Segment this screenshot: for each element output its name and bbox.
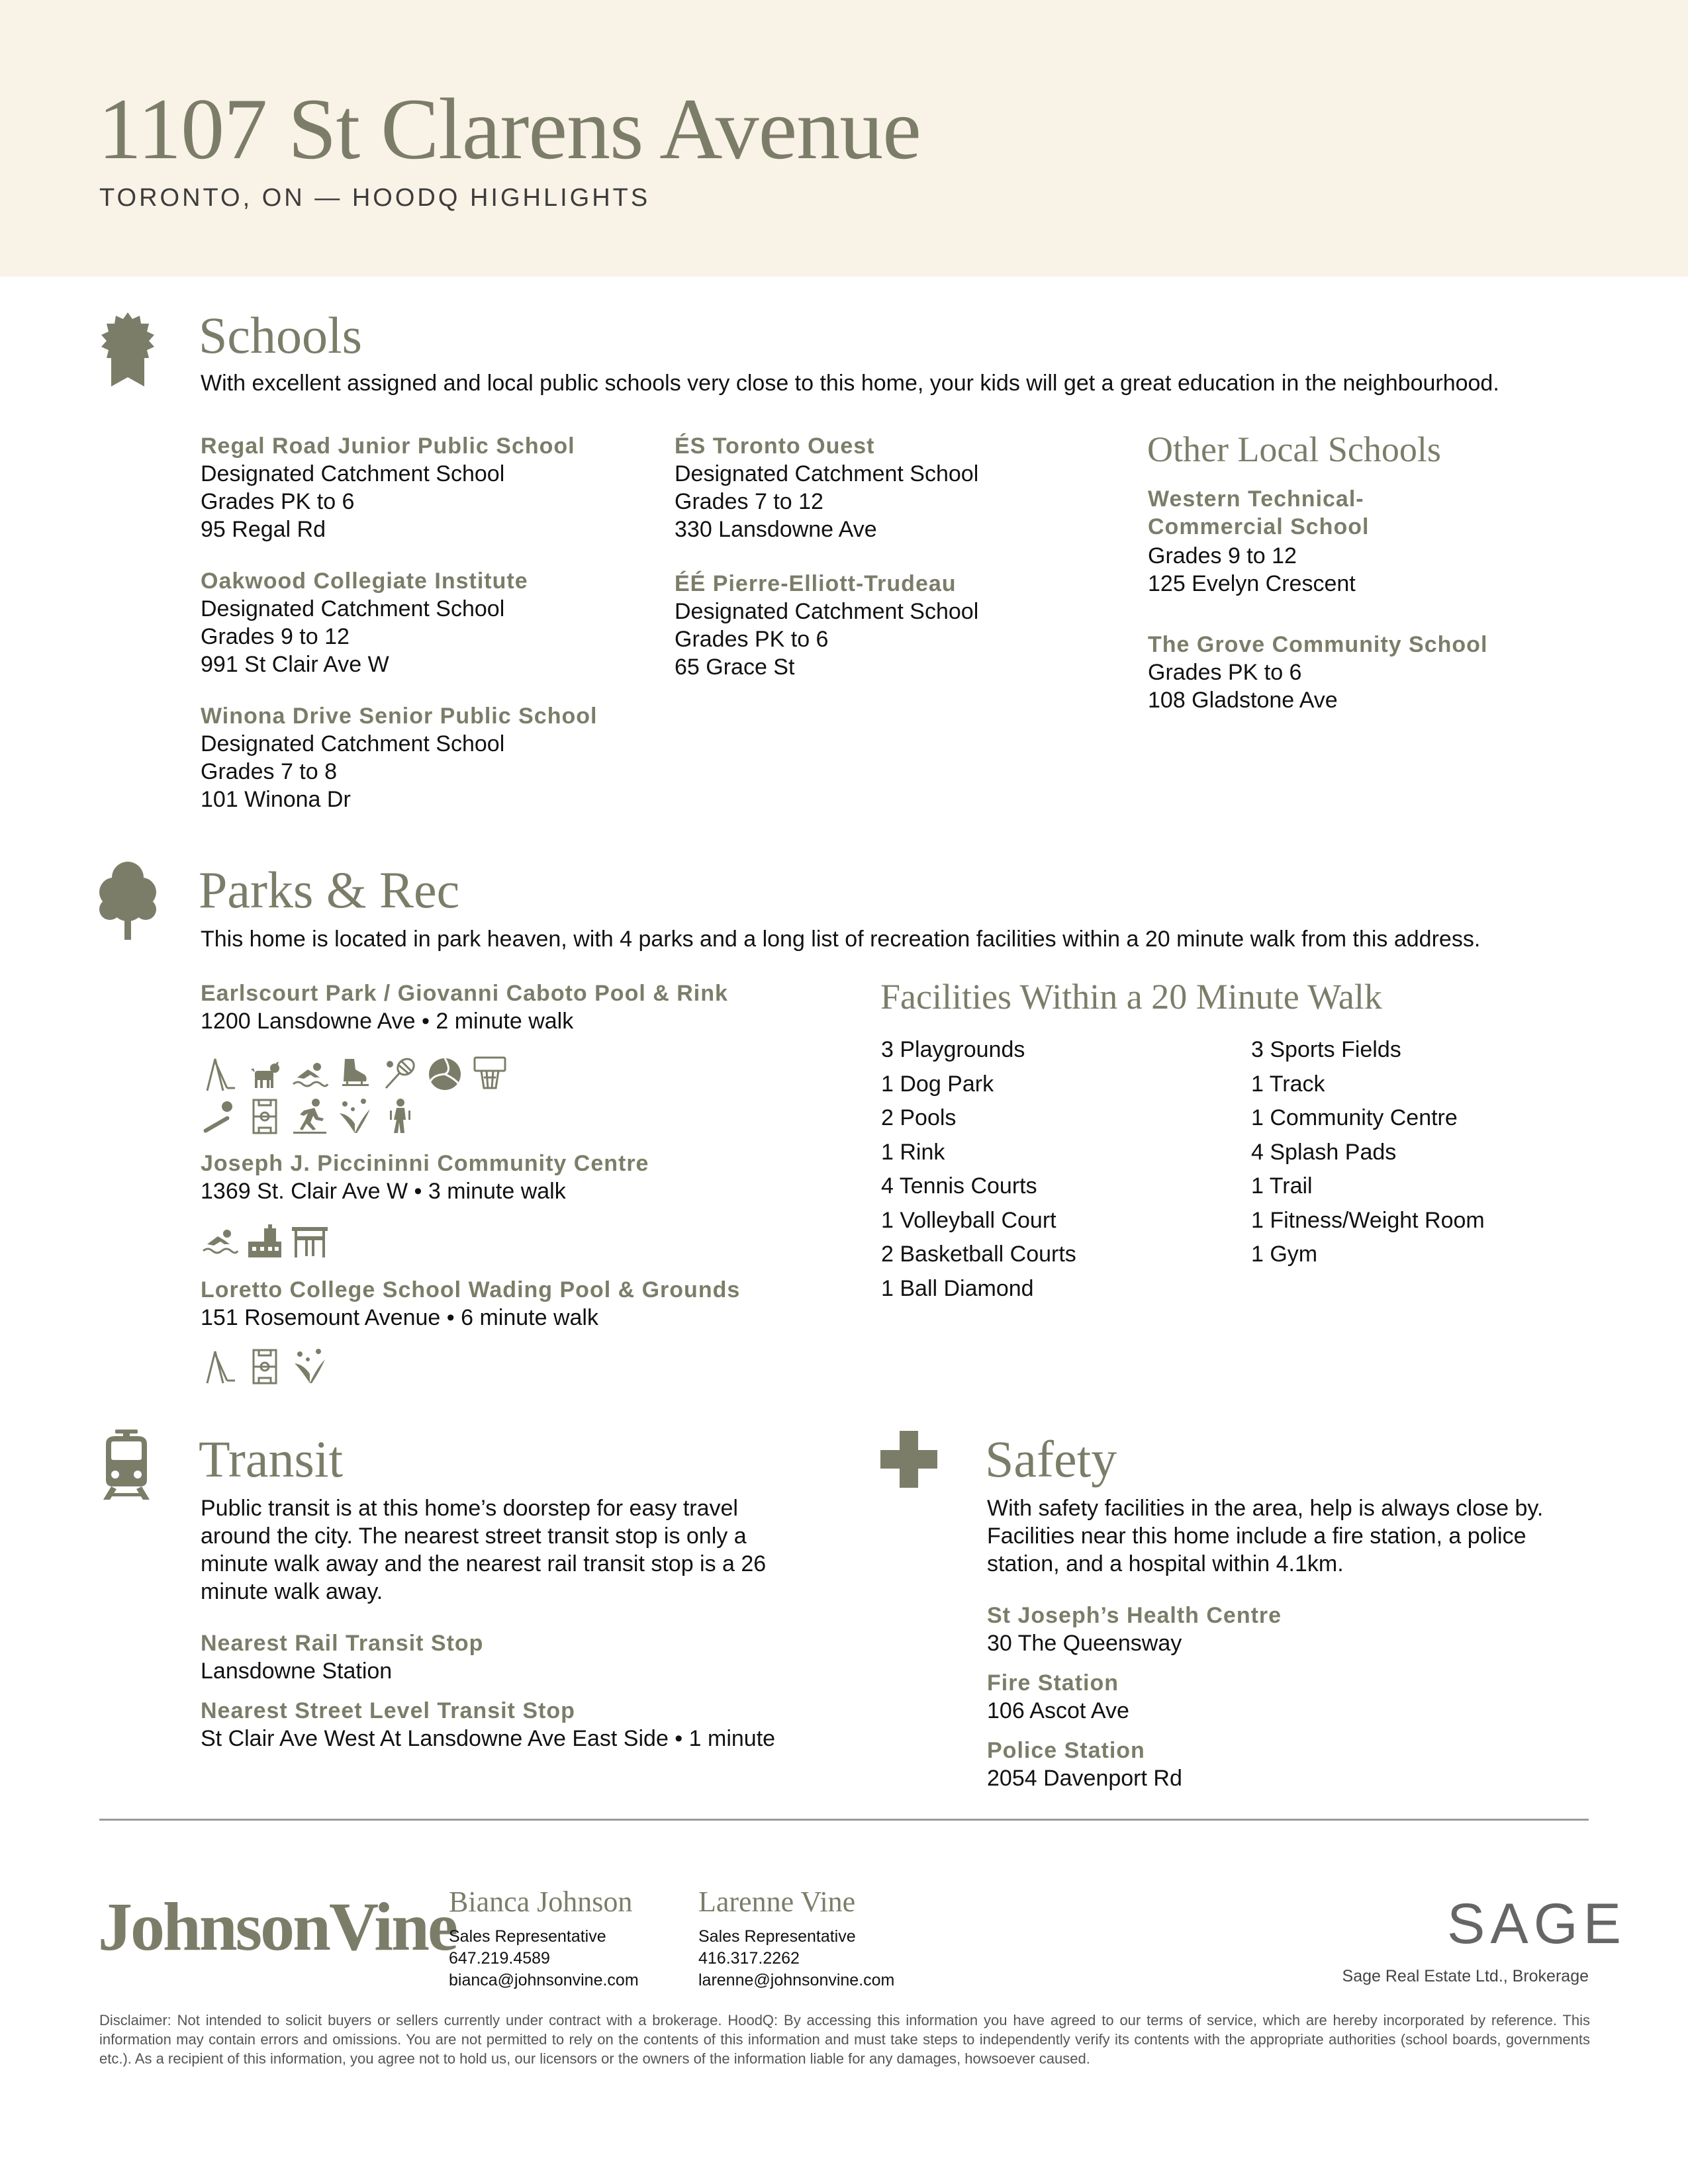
safety-title: Safety — [985, 1430, 1117, 1488]
medical-cross-icon — [880, 1431, 937, 1488]
agent-email[interactable]: larenne@johnsonvine.com — [698, 1971, 895, 1989]
playground-icon — [201, 1055, 239, 1093]
facility-item: 1 Volleyball Court — [881, 1207, 1056, 1233]
award-ribbon-icon — [98, 311, 158, 388]
playground-icon — [201, 1347, 239, 1386]
transit-title: Transit — [199, 1430, 344, 1488]
park-name: Loretto College School Wading Pool & Grounds — [201, 1277, 741, 1302]
safety-item-label: St Joseph’s Health Centre — [987, 1603, 1282, 1628]
facility-item: 1 Gym — [1251, 1242, 1318, 1267]
park-entry — [201, 979, 728, 1035]
facility-item: 2 Basketball Courts — [881, 1242, 1076, 1267]
school-name: Regal Road Junior Public School — [201, 433, 575, 459]
school-type: Designated Catchment School — [675, 599, 979, 624]
header-band — [0, 0, 1688, 277]
safety-item-label: Fire Station — [987, 1670, 1119, 1696]
page-subtitle: TORONTO, ON — HOODQ HIGHLIGHTS — [99, 184, 651, 212]
school-grades: Grades PK to 6 — [201, 489, 355, 514]
school-address: 65 Grace St — [675, 655, 795, 680]
facilities-list-left — [881, 1033, 1076, 1306]
facility-item: 1 Fitness/Weight Room — [1251, 1207, 1485, 1233]
transit-intro — [201, 1494, 766, 1606]
fitness-icon — [381, 1097, 419, 1136]
sage-logo: SAGE — [1447, 1892, 1626, 1956]
school-entry — [201, 567, 528, 678]
splash-pad-icon — [291, 1347, 329, 1386]
amenity-icons-row — [201, 1347, 329, 1386]
amenity-icons-row — [201, 1222, 329, 1260]
transit-stop-label: Nearest Street Level Transit Stop — [201, 1698, 575, 1723]
school-type: Designated Catchment School — [675, 461, 979, 486]
parks-intro: This home is located in park heaven, with 4 parks and a long list of recreation facilities within a 20 minute walk from this address. — [201, 927, 1481, 952]
school-address: 125 Evelyn Crescent — [1148, 571, 1356, 596]
park-detail: 151 Rosemount Avenue • 6 minute walk — [201, 1305, 598, 1330]
safety-item — [987, 1602, 1282, 1657]
basketball-icon — [471, 1055, 509, 1093]
facility-item: 1 Track — [1251, 1071, 1325, 1097]
transit-stop-value: Lansdowne Station — [201, 1659, 393, 1684]
facilities-title: Facilities Within a 20 Minute Walk — [880, 977, 1382, 1017]
johnsonvine-logo: JohnsonVine — [98, 1889, 457, 1965]
transit-intro-line: Public transit is at this home’s doorstep for easy travel — [201, 1496, 738, 1521]
school-type: Designated Catchment School — [201, 596, 505, 621]
agent-name: Bianca Johnson — [449, 1886, 633, 1918]
schools-title: Schools — [199, 306, 363, 364]
agent-name: Larenne Vine — [698, 1886, 856, 1918]
agent-card — [449, 1884, 639, 1991]
facility-item: 4 Splash Pads — [1251, 1139, 1397, 1165]
park-detail: 1369 St. Clair Ave W • 3 minute walk — [201, 1179, 566, 1204]
track-icon — [291, 1097, 329, 1136]
train-icon — [99, 1428, 154, 1501]
transit-intro-line: minute walk away. — [201, 1579, 383, 1604]
transit-stop-value: St Clair Ave West At Lansdowne Ave East Side • 1 minute — [201, 1726, 776, 1751]
other-schools-title: Other Local Schools — [1147, 430, 1441, 469]
safety-intro-line: Facilities near this home include a fire station, a police — [987, 1524, 1526, 1549]
facility-item: 4 Tennis Courts — [881, 1173, 1037, 1199]
safety-intro-line: station, and a hospital within 4.1km. — [987, 1551, 1344, 1576]
school-name: Commercial School — [1148, 514, 1370, 539]
facilities-list-right — [1251, 1033, 1485, 1272]
park-name: Joseph J. Piccininni Community Centre — [201, 1151, 649, 1176]
agent-phone[interactable]: 416.317.2262 — [698, 1949, 800, 1968]
school-grades: Grades PK to 6 — [1148, 660, 1302, 685]
transit-stop-label: Nearest Rail Transit Stop — [201, 1631, 484, 1656]
school-grades: Grades 9 to 12 — [1148, 543, 1297, 569]
safety-item-value: 2054 Davenport Rd — [987, 1766, 1182, 1791]
park-entry — [201, 1150, 649, 1205]
footer-divider — [99, 1819, 1589, 1821]
ball-diamond-icon — [201, 1097, 239, 1136]
school-entry — [1148, 484, 1369, 598]
pool-icon — [201, 1222, 239, 1260]
brokerage-name: Sage Real Estate Ltd., Brokerage — [1342, 1967, 1589, 1985]
park-entry — [201, 1276, 740, 1332]
transit-stop — [201, 1629, 483, 1685]
park-detail: 1200 Lansdowne Ave • 2 minute walk — [201, 1009, 574, 1034]
safety-item-label: Police Station — [987, 1738, 1145, 1763]
school-name: Western Technical- — [1148, 486, 1364, 512]
safety-item — [987, 1737, 1182, 1792]
school-address: 330 Lansdowne Ave — [675, 517, 877, 542]
community-centre-icon — [246, 1222, 284, 1260]
transit-intro-line: around the city. The nearest street transit stop is only a — [201, 1524, 747, 1549]
safety-item-value: 30 The Queensway — [987, 1631, 1182, 1656]
school-entry — [201, 702, 597, 813]
school-grades: Grades PK to 6 — [675, 627, 829, 652]
pool-icon — [291, 1055, 329, 1093]
school-name: ÉS Toronto Ouest — [675, 433, 875, 459]
amenity-icons-row — [201, 1097, 419, 1136]
school-address: 108 Gladstone Ave — [1148, 688, 1338, 713]
gym-icon — [291, 1222, 329, 1260]
school-address: 101 Winona Dr — [201, 787, 351, 812]
agent-card — [698, 1884, 894, 1991]
safety-intro — [987, 1494, 1543, 1578]
school-entry — [201, 432, 575, 543]
facility-item: 3 Playgrounds — [881, 1037, 1025, 1062]
school-name: The Grove Community School — [1148, 632, 1488, 657]
school-address: 95 Regal Rd — [201, 517, 326, 542]
agent-role: Sales Representative — [698, 1927, 856, 1946]
sports-field-icon — [246, 1347, 284, 1386]
amenity-icons-row — [201, 1055, 509, 1093]
page-title: 1107 St Clarens Avenue — [98, 80, 921, 177]
facility-item: 1 Trail — [1251, 1173, 1313, 1199]
tennis-icon — [381, 1055, 419, 1093]
tree-icon — [98, 859, 158, 941]
school-name: Oakwood Collegiate Institute — [201, 569, 528, 594]
sports-field-icon — [246, 1097, 284, 1136]
school-address: 991 St Clair Ave W — [201, 652, 389, 677]
safety-intro-line: With safety facilities in the area, help is always close by. — [987, 1496, 1544, 1521]
dog-park-icon — [246, 1055, 284, 1093]
facility-item: 1 Rink — [881, 1139, 945, 1165]
agent-phone[interactable]: 647.219.4589 — [449, 1949, 550, 1968]
school-grades: Grades 9 to 12 — [201, 624, 350, 649]
facility-item: 1 Community Centre — [1251, 1105, 1458, 1130]
school-name: Winona Drive Senior Public School — [201, 704, 598, 729]
school-entry — [675, 432, 978, 543]
schools-intro: With excellent assigned and local public schools very close to this home, your kids will get a great education in the neighbourhood. — [201, 371, 1499, 396]
school-type: Designated Catchment School — [201, 461, 505, 486]
school-entry — [675, 570, 978, 681]
volleyball-icon — [426, 1055, 464, 1093]
school-name: ÉÉ Pierre-Elliott-Trudeau — [675, 571, 957, 596]
facility-item: 1 Dog Park — [881, 1071, 994, 1097]
facility-item: 1 Ball Diamond — [881, 1275, 1034, 1301]
safety-item — [987, 1669, 1129, 1725]
school-type: Designated Catchment School — [201, 731, 505, 756]
transit-intro-line: minute walk away and the nearest rail transit stop is a 26 — [201, 1551, 767, 1576]
school-entry — [1148, 631, 1487, 714]
park-name: Earlscourt Park / Giovanni Caboto Pool & Rink — [201, 981, 728, 1006]
safety-item-value: 106 Ascot Ave — [987, 1698, 1129, 1723]
rink-skate-icon — [336, 1055, 374, 1093]
school-grades: Grades 7 to 8 — [201, 759, 338, 784]
school-grades: Grades 7 to 12 — [675, 489, 823, 514]
transit-stop — [201, 1697, 775, 1752]
facility-item: 3 Sports Fields — [1251, 1037, 1401, 1062]
agent-role: Sales Representative — [449, 1927, 606, 1946]
agent-email[interactable]: bianca@johnsonvine.com — [449, 1971, 639, 1989]
disclaimer-text: Disclaimer: Not intended to solicit buyers or sellers currently under contract with a brokerage. HoodQ: By accessing this information you have agreed to our terms of service, which are hereby incorporated by reference. This information may contain errors and omissions. You are not permitted to rely on the contents of this information and must take steps to independently verify its contents with the appropriate authorities (school boards, governments etc.). As a recipient of this information, you agree not to hold us, our licensors or the owners of the information liable for any damages, howsoever caused. — [99, 2012, 1590, 2067]
splash-pad-icon — [336, 1097, 374, 1136]
parks-title: Parks & Rec — [199, 861, 460, 919]
facility-item: 2 Pools — [881, 1105, 957, 1130]
